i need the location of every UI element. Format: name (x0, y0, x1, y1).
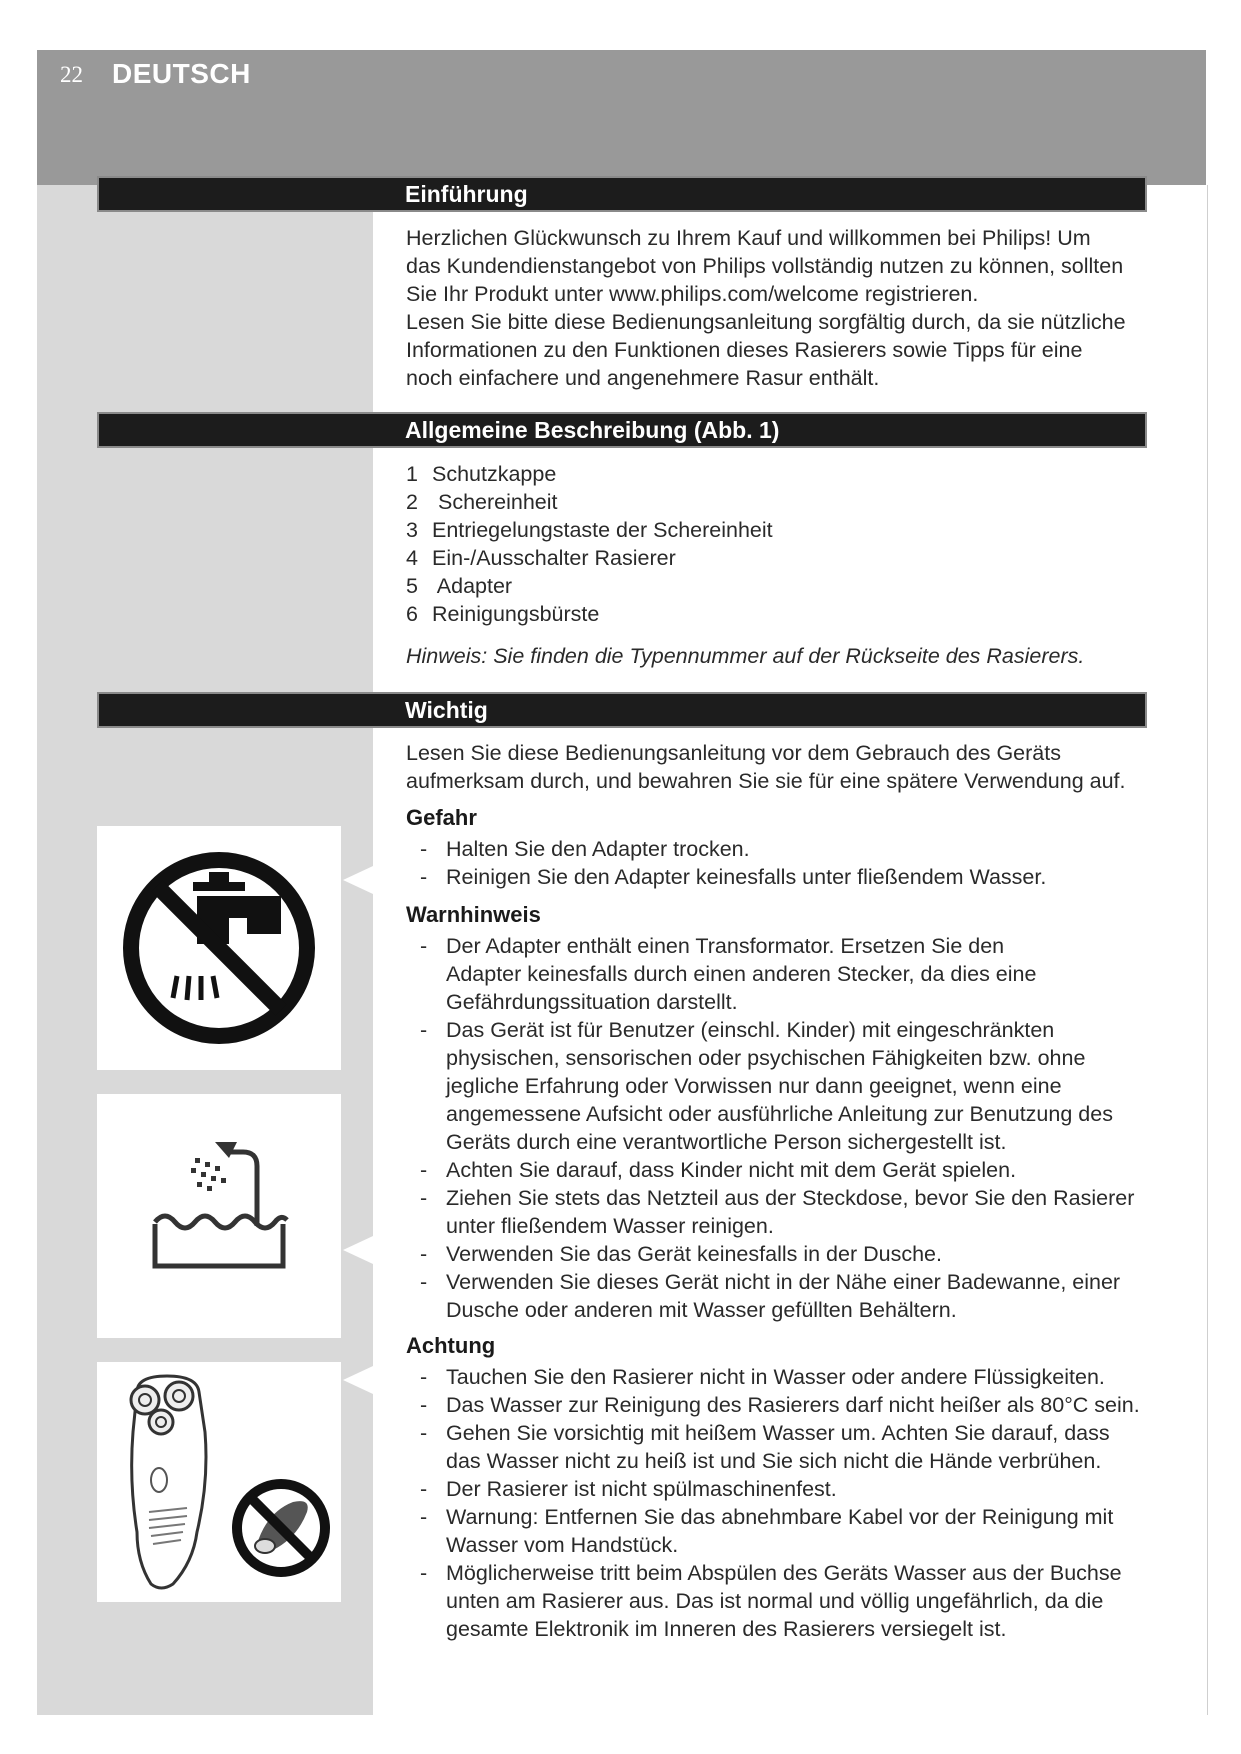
bullet-dash: - (420, 865, 428, 889)
bullet-line: Verwenden Sie das Gerät keinesfalls in der Dusche. (446, 1242, 942, 1266)
intro-line: Sie Ihr Produkt unter www.philips.com/welcome registrieren. (406, 282, 979, 306)
bullet-line: Möglicherweise tritt beim Abspülen des Geräts Wasser aus der Buchse (446, 1561, 1122, 1585)
type-number-note: Hinweis: Sie finden die Typennummer auf der Rückseite des Rasierers. (406, 644, 1085, 668)
list-item (406, 488, 1146, 516)
list-item (420, 1503, 1150, 1559)
important-line: aufmerksam durch, und bewahren Sie sie für eine spätere Verwendung auf. (406, 769, 1126, 793)
list-item (420, 1156, 1150, 1184)
shaver-illustration (97, 1362, 341, 1602)
list-item-number: 4 (406, 546, 418, 570)
list-item (406, 460, 1146, 488)
list-item (420, 1419, 1150, 1475)
list-item (420, 1184, 1150, 1240)
bullet-line: Gefährdungssituation darstellt. (446, 990, 738, 1014)
intro-line: Informationen zu den Funktionen dieses Rasierers sowie Tipps für eine (406, 338, 1083, 362)
bullet-dash: - (420, 1477, 428, 1501)
list-item-label: Reinigungsbürste (432, 602, 600, 626)
list-item (420, 1363, 1150, 1391)
section-title-important: Wichtig (405, 697, 488, 723)
caution-list (420, 1363, 1150, 1643)
list-item-label: Adapter (432, 574, 513, 598)
bath-shower-icon (97, 1094, 341, 1338)
callout-pointer (343, 1236, 373, 1264)
bullet-text: Reinigen Sie den Adapter keinesfalls unter fließendem Wasser. (446, 865, 1047, 889)
bullet-dash: - (420, 1186, 428, 1210)
warning-heading: Warnhinweis (406, 902, 541, 927)
bullet-line: angemessene Aufsicht oder ausführliche Anleitung zur Benutzung des (446, 1102, 1113, 1126)
bullet-line: unten am Rasierer aus. Das ist normal und völlig ungefährlich, da die (446, 1589, 1104, 1613)
bullet-line: jegliche Erfahrung oder Vorwissen nur dann geeignet, wenn eine (446, 1074, 1062, 1098)
intro-line: Lesen Sie bitte diese Bedienungsanleitung sorgfältig durch, da sie nützliche (406, 310, 1126, 334)
list-item (420, 1268, 1150, 1324)
bullet-dash: - (420, 934, 428, 958)
intro-line: Herzlichen Glückwunsch zu Ihrem Kauf und willkommen bei Philips! Um (406, 226, 1091, 250)
list-item (420, 1475, 1150, 1503)
list-item (406, 516, 1146, 544)
list-item-label: Schereinheit (432, 490, 558, 514)
no-water-tap-illustration (97, 826, 341, 1070)
list-item (406, 544, 1146, 572)
language-heading: DEUTSCH (112, 58, 251, 89)
list-item-number: 3 (406, 518, 418, 542)
bullet-line: gesamte Elektronik im Inneren des Rasierers versiegelt ist. (446, 1617, 1007, 1641)
bullet-dash: - (420, 1242, 428, 1266)
list-item-number: 1 (406, 462, 418, 486)
bullet-line: physischen, sensorischen oder psychischen Fähigkeiten bzw. ohne (446, 1046, 1086, 1070)
bullet-line: unter fließendem Wasser reinigen. (446, 1214, 774, 1238)
list-item (420, 1391, 1150, 1419)
list-item-label: Schutzkappe (432, 462, 557, 486)
list-item-label: Ein-/Ausschalter Rasierer (432, 546, 676, 570)
callout-pointer (343, 1366, 373, 1394)
callout-pointer (343, 866, 373, 894)
bullet-dash: - (420, 1158, 428, 1182)
intro-line: das Kundendienstangebot von Philips vollständig nutzen zu können, sollten (406, 254, 1124, 278)
list-item (420, 932, 1150, 1016)
list-item (420, 863, 1150, 891)
section-title-intro: Einführung (405, 181, 528, 207)
intro-text (406, 224, 1146, 392)
bullet-line: Der Rasierer ist nicht spülmaschinenfest. (446, 1477, 837, 1501)
bullet-text: Halten Sie den Adapter trocken. (446, 837, 750, 861)
list-item (420, 1016, 1150, 1156)
intro-line: noch einfachere und angenehmere Rasur enthält. (406, 366, 880, 390)
bullet-line: Tauchen Sie den Rasierer nicht in Wasser oder andere Flüssigkeiten. (446, 1365, 1105, 1389)
bullet-line: das Wasser nicht zu heiß ist und Sie sich nicht die Hände verbrühen. (446, 1449, 1102, 1473)
danger-heading: Gefahr (406, 805, 477, 830)
bullet-line: Achten Sie darauf, dass Kinder nicht mit dem Gerät spielen. (446, 1158, 1017, 1182)
parts-list (406, 460, 1146, 628)
right-border-line (1207, 185, 1208, 1715)
bullet-line: Warnung: Entfernen Sie das abnehmbare Kabel vor der Reinigung mit (446, 1505, 1114, 1529)
important-line: Lesen Sie diese Bedienungsanleitung vor dem Gebrauch des Geräts (406, 741, 1061, 765)
list-item-number: 2 (406, 490, 418, 514)
list-item (406, 600, 1146, 628)
bullet-dash: - (420, 1561, 428, 1585)
list-item (420, 1559, 1150, 1643)
bullet-dash: - (420, 1505, 428, 1529)
shaver-icon (97, 1362, 341, 1602)
bullet-dash: - (420, 1421, 428, 1445)
bullet-line: Geräts durch eine verantwortliche Person sichergestellt ist. (446, 1130, 1007, 1154)
bullet-dash: - (420, 837, 428, 861)
list-item (406, 572, 1146, 600)
list-item-number: 6 (406, 602, 418, 626)
bullet-line: Gehen Sie vorsichtig mit heißem Wasser um. Achten Sie darauf, dass (446, 1421, 1110, 1445)
bullet-line: Das Gerät ist für Benutzer (einschl. Kinder) mit eingeschränkten (446, 1018, 1055, 1042)
important-intro-text (406, 739, 1146, 795)
bullet-dash: - (420, 1393, 428, 1417)
danger-list (420, 835, 1150, 891)
section-bar-intro (97, 176, 1147, 212)
list-item-number: 5 (406, 574, 418, 598)
list-item (420, 1240, 1150, 1268)
caution-heading: Achtung (406, 1333, 496, 1358)
bullet-line: Verwenden Sie dieses Gerät nicht in der Nähe einer Badewanne, einer (446, 1270, 1121, 1294)
no-tap-icon (97, 826, 341, 1070)
bullet-line: Dusche oder anderen mit Wasser gefüllten Behältern. (446, 1298, 957, 1322)
bullet-line: Wasser vom Handstück. (446, 1533, 679, 1557)
bullet-line: Der Adapter enthält einen Transformator. Ersetzen Sie den (446, 934, 1005, 958)
bullet-dash: - (420, 1365, 428, 1389)
bullet-line: Ziehen Sie stets das Netzteil aus der Steckdose, bevor Sie den Rasierer (446, 1186, 1135, 1210)
warning-list (420, 932, 1150, 1324)
section-title-description: Allgemeine Beschreibung (Abb. 1) (405, 417, 780, 443)
list-item-label: Entriegelungstaste der Schereinheit (432, 518, 773, 542)
page-number: 22 (60, 62, 83, 87)
bullet-line: Adapter keinesfalls durch einen anderen Stecker, da dies eine (446, 962, 1037, 986)
section-bar-important (97, 692, 1147, 728)
bullet-line: Das Wasser zur Reinigung des Rasierers darf nicht heißer als 80°C sein. (446, 1393, 1140, 1417)
list-item (420, 835, 1150, 863)
bullet-dash: - (420, 1018, 428, 1042)
bullet-dash: - (420, 1270, 428, 1294)
bath-shower-illustration (97, 1094, 341, 1338)
